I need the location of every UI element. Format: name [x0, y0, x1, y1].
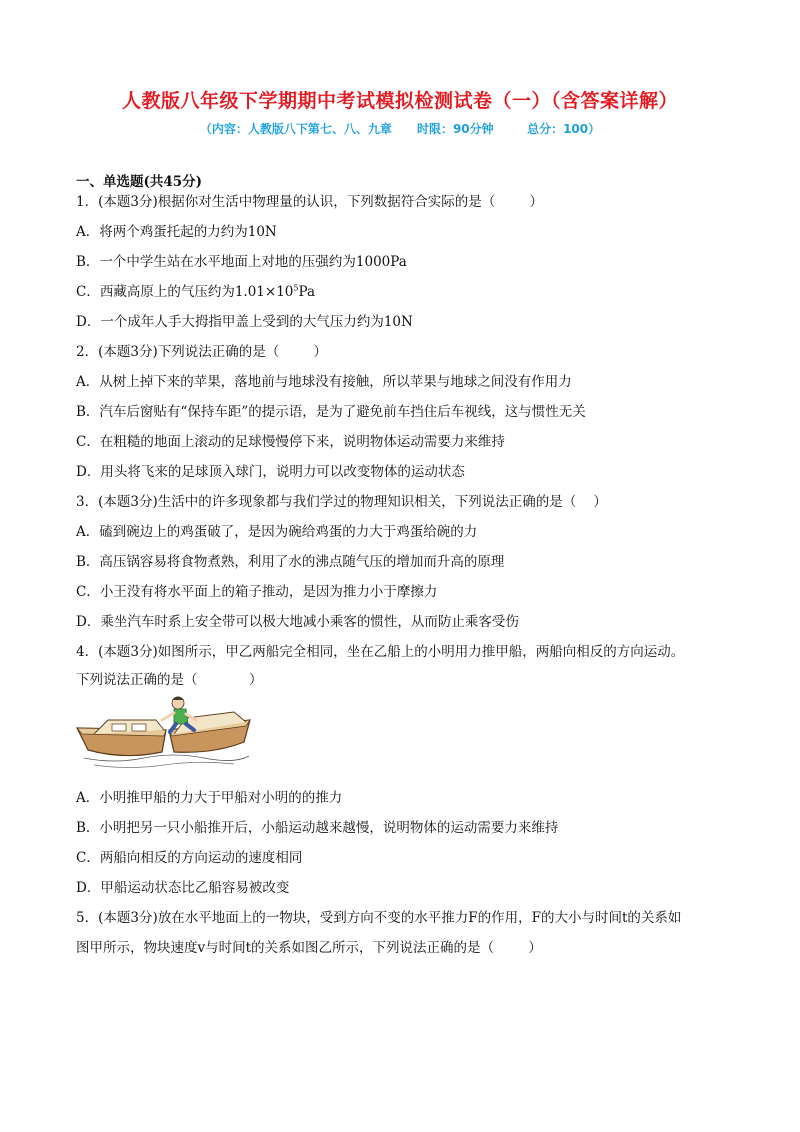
question-2-option-c: C．在粗糙的地面上滚动的足球慢慢停下来，说明物体运动需要力来维持: [76, 434, 505, 450]
question-3-stem: 3．(本题3分)生活中的许多现象都与我们学过的物理知识相关，下列说法正确的是（ ）: [76, 494, 607, 510]
question-4-stem-line1: 4．(本题3分)如图所示，甲乙两船完全相同，坐在乙船上的小明用力推甲船，两船向相反的方向运动。: [76, 644, 685, 660]
exam-info: （内容：人教版八下第七、八、九章 时限：90分钟 总分：100）: [199, 122, 601, 136]
question-1-option-b: B．一个中学生站在水平地面上对地的压强约为1000Pa: [76, 254, 407, 270]
question-5-stem-line2: 图甲所示，物块速度v与时间t的关系如图乙所示，下列说法正确的是（ ）: [76, 940, 542, 956]
question-2-stem: 2．(本题3分)下列说法正确的是（ ）: [76, 344, 328, 360]
question-3-option-b: B．高压锅容易将食物煮熟，利用了水的沸点随气压的增加而升高的原理: [76, 554, 505, 570]
question-1-stem: 1．(本题3分)根据你对生活中物理量的认识，下列数据符合实际的是（ ）: [76, 194, 544, 210]
section-heading: 一、单选题(共45分): [76, 174, 203, 190]
two-boats-figure: [74, 690, 252, 772]
question-3-option-c: C．小王没有将水平面上的箱子推动，是因为推力小于摩擦力: [76, 584, 438, 600]
question-4-option-b: B．小明把另一只小船推开后，小船运动越来越慢，说明物体的运动需要力来维持: [76, 820, 559, 836]
question-1-option-d: D．一个成年人手大拇指甲盖上受到的大气压力约为10N: [76, 314, 413, 330]
question-4-option-a: A．小明推甲船的力大于甲船对小明的的推力: [76, 790, 343, 806]
question-1-option-c: C．西藏高原上的气压约为$1.01\times 10^5Pa$: [76, 283, 316, 300]
question-2-option-b: B．汽车后窗贴有“保持车距”的提示语，是为了避免前车挡住后车视线，这与惯性无关: [76, 404, 586, 420]
page-title: 人教版八年级下学期期中考试模拟检测试卷（一）（含答案详解）: [121, 90, 678, 112]
question-4-option-c: C．两船向相反的方向运动的速度相同: [76, 850, 303, 866]
question-3-option-a: A．磕到碗边上的鸡蛋破了，是因为碗给鸡蛋的力大于鸡蛋给碗的力: [76, 524, 478, 540]
question-5-stem-line1: 5．(本题3分)放在水平地面上的一物块，受到方向不变的水平推力F的作用，F的大小与时间t的关系如: [76, 910, 682, 926]
question-4-stem-line2: 下列说法正确的是（ ）: [76, 672, 263, 688]
question-2-option-d: D．用头将飞来的足球顶入球门，说明力可以改变物体的运动状态: [76, 464, 465, 480]
question-3-option-d: D．乘坐汽车时系上安全带可以极大地减小乘客的惯性，从而防止乘客受伤: [76, 614, 519, 630]
question-4-option-d: D．甲船运动状态比乙船容易被改变: [76, 880, 290, 896]
question-2-option-a: A．从树上掉下来的苹果，落地前与地球没有接触，所以苹果与地球之间没有作用力: [76, 374, 572, 390]
question-1-option-a: A．将两个鸡蛋托起的力约为10N: [76, 224, 277, 240]
